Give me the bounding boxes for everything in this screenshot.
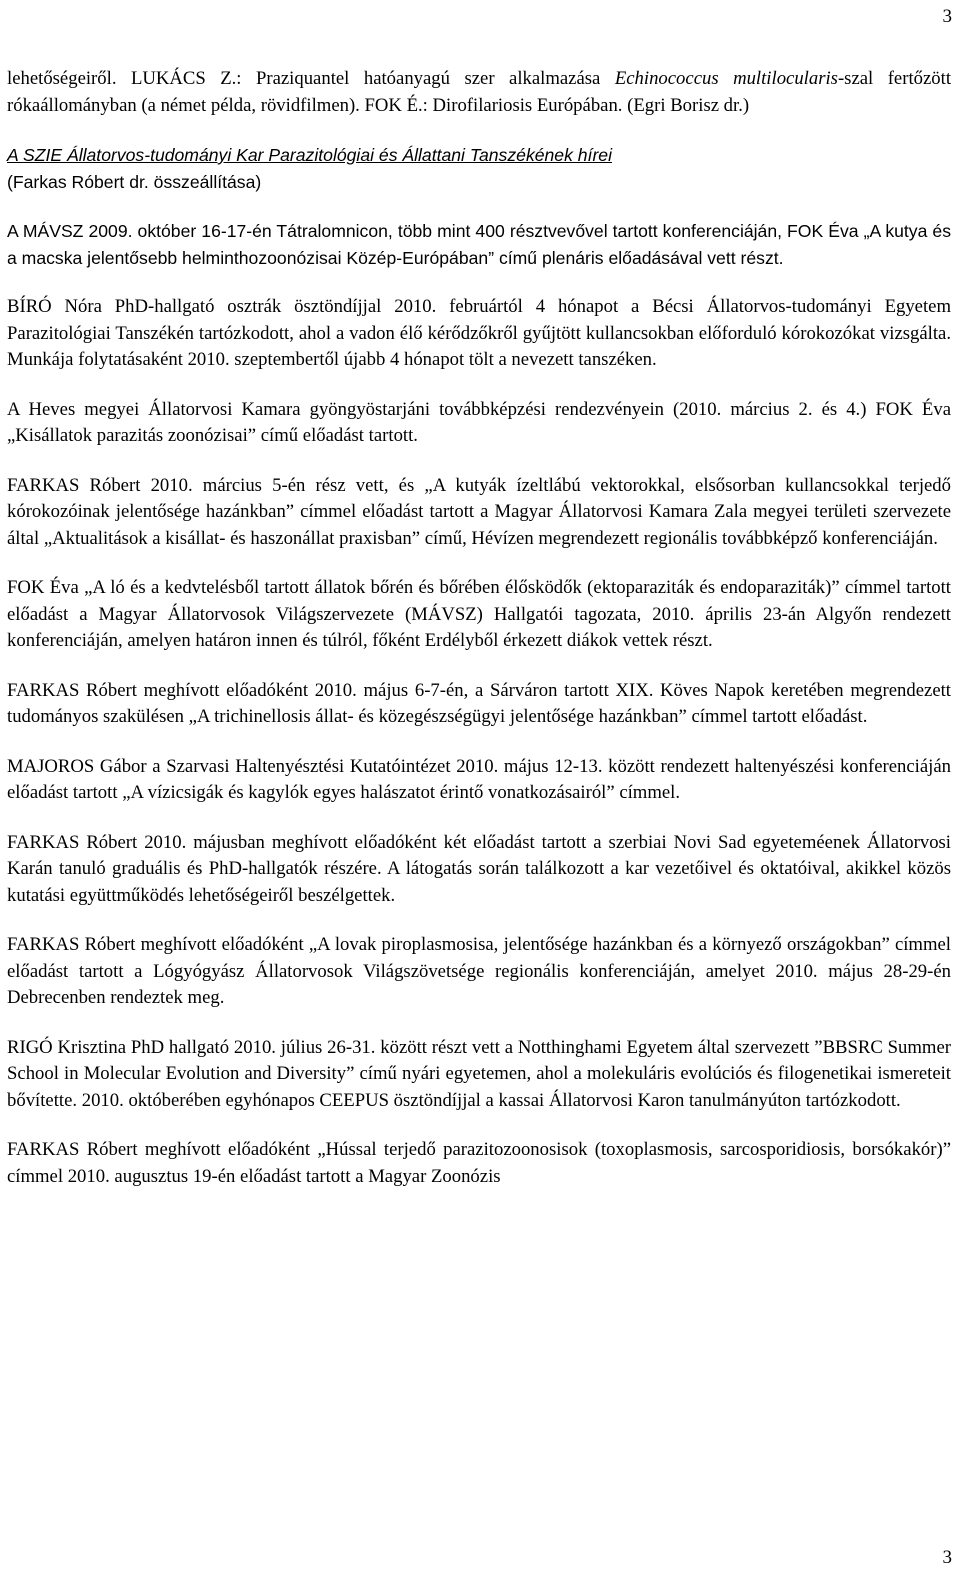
intro-italic-species: Echinococcus multilocularis xyxy=(614,68,838,89)
news-paragraph-7: MAJOROS Gábor a Szarvasi Haltenyésztési Kutatóintézet 2010. május 12-13. között rendezett haltenyészési konferenciáján előadást tartott „A vízicsigák és kagylók egyes halászatot érintő vonatkozásairól” címmel. xyxy=(7,755,951,803)
news-paragraph-2: BÍRÓ Nóra PhD-hallgató osztrák ösztöndíjjal 2010. februártól 4 hónapot a Bécsi Állatorvos-tudományi Egyetem Parazitológiai Tanszékén tartózkodott, ahol a vadon élő kérődzőkről gyűjtött kullancsokban előforduló kórokozókat vizsgálta. Munkája folytatásaként 2010. szeptembertől újabb 4 hónapot tölt a nevezett tanszéken. xyxy=(7,296,951,370)
news-paragraph-3: A Heves megyei Állatorvosi Kamara gyöngyöstarjáni továbbképzési rendezvényein (2010. március 2. és 4.) FOK Éva „Kisállatok parazitás zoonózisai” című előadást tartott. xyxy=(7,398,951,446)
page-number-top: 3 xyxy=(942,6,952,27)
intro-paragraph xyxy=(7,66,951,119)
intro-text-1: lehetőségeiről. LUKÁCS Z.: Praziquantel hatóanyagú szer alkalmazása xyxy=(7,68,615,89)
intro-text-2: -szal fertőzött rókaállományban (a német példa, rövidfilmen). FOK É.: Dirofilariosis Európában. (Egri Borisz dr.) xyxy=(7,68,952,116)
news-paragraph-4: FARKAS Róbert 2010. március 5-én rész vett, és „A kutyák ízeltlábú vektorokkal, elsősorban kullancsokkal terjedő kórokozóinak jelentősége hazánkban” címmel előadást tartott a Magyar Állatorvosi Kamara Zala megyei területi szervezete által „Aktualitások a kisállat- és haszonállat praxisban” című, Hévízen megrendezett regionális továbbképző konferenciáján. xyxy=(7,474,951,549)
section-subtitle: (Farkas Róbert dr. összeállítása) xyxy=(7,171,262,192)
section-heading xyxy=(7,142,951,195)
news-paragraph-6: FARKAS Róbert meghívott előadóként 2010. május 6-7-én, a Sárváron tartott XIX. Köves Napok keretében megrendezett tudományos szakülésen „A trichinellosis állat- és közegészségügyi jelentősége hazánkban” címmel tartott előadást. xyxy=(7,679,951,727)
news-paragraph-8: FARKAS Róbert 2010. májusban meghívott előadóként két előadást tartott a szerbiai Novi Sad egyeteméenek Állatorvosi Karán tanuló graduális és PhD-hallgatók részére. A látogatás során találkozott a kar vezetőivel és oktatóival, akikkel közös kutatási együttműködés lehetőségeiről beszélgettek. xyxy=(7,831,951,906)
news-paragraph-1: A MÁVSZ 2009. október 16-17-én Tátralomnicon, több mint 400 résztvevővel tartott konferenciáján, FOK Éva „A kutya és a macska jelentősebb helminthozoonózisai Közép-Európában” című plenáris előadásával vett részt. xyxy=(7,221,951,268)
news-paragraph-11: FARKAS Róbert meghívott előadóként „Hússal terjedő parazitozoonosisok (toxoplasmosis, sarcosporidiosis, borsókakór)” címmel 2010. augusztus 19-én előadást tartott a Magyar Zoonózis xyxy=(7,1139,951,1187)
page-number-bottom: 3 xyxy=(942,1547,952,1568)
news-paragraph-9: FARKAS Róbert meghívott előadóként „A lovak piroplasmosisa, jelentősége hazánkban és a környező országokban” címmel előadást tartott a Lógyógyász Állatorvosok Világszövetsége regionális konferenciáján, amelyet 2010. május 28-29-én Debrecenben rendeztek meg. xyxy=(7,934,951,1008)
news-paragraph-5: FOK Éva „A ló és a kedvtelésből tartott állatok bőrén és bőrében élősködők (ektoparaziták és endoparaziták)” címmel tartott előadást a Magyar Állatorvosok Világszervezete (MÁVSZ) Hallgatói tagozata, 2010. április 23-án Algyőn rendezett konferenciáján, amelyen határon innen és túlról, főként Erdélyből érkezett diákok vettek részt. xyxy=(7,577,951,651)
news-paragraph-10: RIGÓ Krisztina PhD hallgató 2010. július 26-31. között részt vett a Notthinghami Egyetem által szervezett ”BBSRC Summer School in Molecular Evolution and Diversity” című nyári egyetemen, ahol a molekuláris evolúciós és filogenetikai ismereteit bővítette. 2010. októberében egyhónapos CEEPUS ösztöndíjjal a kassai Állatorvosi Karon tanulmányúton tartózkodott. xyxy=(7,1036,951,1111)
document-body xyxy=(7,66,951,1190)
section-title: A SZIE Állatorvos-tudományi Kar Parazitológiai és Állattani Tanszékének hírei xyxy=(7,145,612,165)
